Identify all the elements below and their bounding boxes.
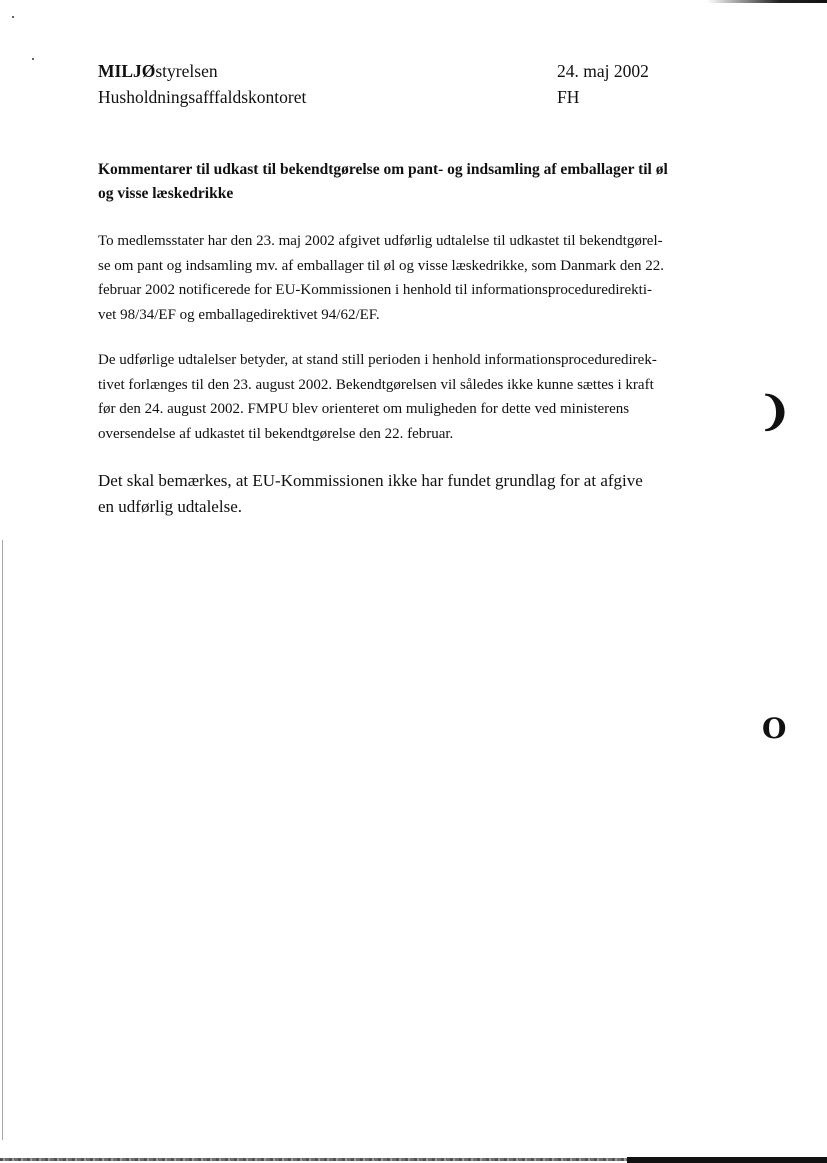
scan-edge-left [2, 540, 3, 1140]
paragraph-line: februar 2002 notificerede for EU-Kommissionen i henhold til informationsproceduredirekti- [98, 282, 653, 298]
title-line: og visse læskedrikke [98, 185, 234, 202]
document-date: 24. maj 2002 [557, 61, 649, 81]
author-initials: FH [557, 87, 580, 107]
paragraph-line: tivet forlænges til den 23. august 2002. Bekendtgørelsen vil således ikke kunne sættes i kraft [98, 376, 654, 393]
paragraph-line: To medlemsstater har den 23. maj 2002 afgivet udførlig udtalelse til udkastet til bekendtgørel- [98, 233, 663, 249]
paragraph-line: Det skal bemærkes, at EU-Kommissionen ikke har fundet grundlag for at afgive [98, 471, 643, 490]
paragraph-line: oversendelse af udkastet til bekendtgørelse den 22. februar. [98, 425, 454, 442]
paragraph-line: vet 98/34/EF og emballagedirektivet 94/62/EF. [98, 306, 380, 323]
paragraph-line: De udførlige udtalelser betyder, at stand still perioden i henhold informationsproceduredirek- [98, 352, 657, 368]
letterhead-meta [557, 58, 649, 110]
title-line: Kommentarer til udkast til bekendtgørelse om pant- og indsamling af emballager til øl [98, 161, 668, 178]
paragraph-standstill [98, 348, 754, 446]
paragraph-line: før den 24. august 2002. FMPU blev orienteret om muligheden for dette ved ministerens [98, 401, 630, 417]
organization-name-bold: MILJØ [98, 61, 156, 81]
scan-edge-bottom-right [627, 1157, 827, 1163]
paragraph-line: se om pant og indsamling mv. af emballager til øl og visse læskedrikke, som Danmark den 22. [98, 257, 665, 274]
paragraph-line: en udførlig udtalelse. [98, 497, 242, 516]
letterhead-sender [98, 58, 306, 110]
paragraph-commission-note [98, 468, 754, 520]
scan-speck [32, 58, 34, 60]
paragraph-member-states [98, 229, 754, 327]
document-title [98, 158, 738, 206]
organization-name [98, 58, 306, 84]
punch-hole-mark-lower: O [762, 712, 787, 745]
scan-speck [12, 16, 14, 18]
punch-hole-mark-upper: ❩ [758, 388, 792, 435]
organization-name-rest: styrelsen [155, 61, 218, 81]
scan-edge-top [707, 0, 827, 3]
department-name: Husholdningsafffaldskontoret [98, 87, 307, 107]
